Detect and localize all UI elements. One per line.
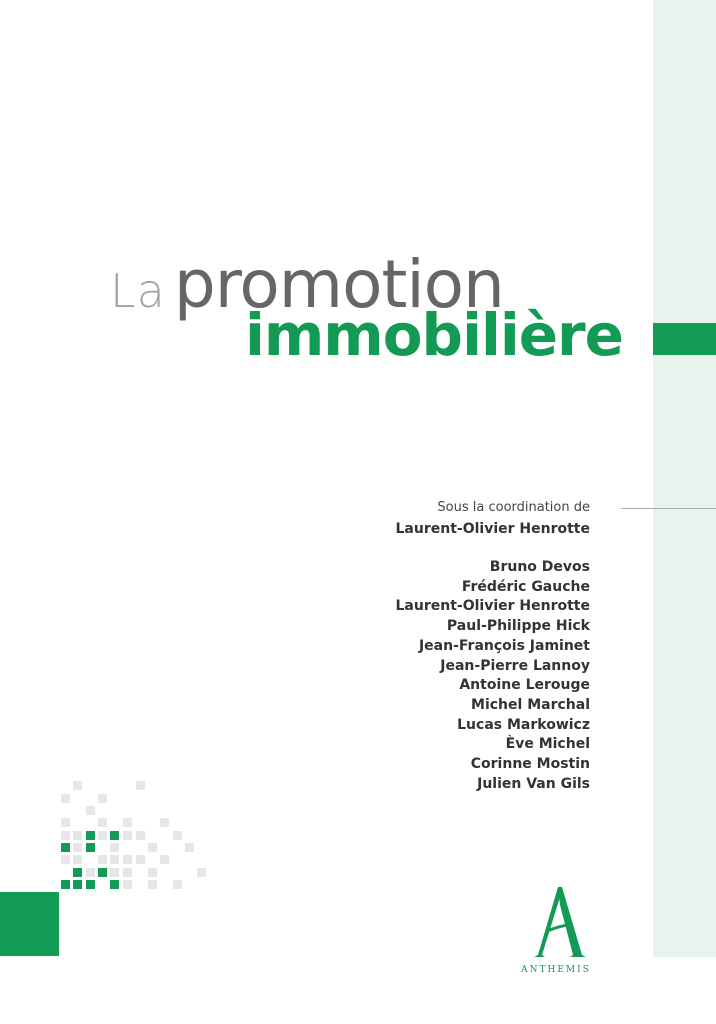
side-accent-bar (653, 323, 716, 355)
author-item: Frédéric Gauche (461, 578, 590, 595)
author-item: Bruno Devos (489, 559, 590, 575)
title-immobiliere: immobilière (244, 301, 623, 369)
anthemis-a-logo-icon (520, 885, 592, 959)
title-la: La (110, 264, 166, 318)
author-item: Jean-François Jaminet (418, 637, 590, 654)
credits-block (396, 500, 590, 794)
coordination-rule (621, 508, 716, 509)
side-band (653, 0, 716, 957)
author-item: Lucas Markowicz (457, 716, 590, 733)
author-item: Paul-Philippe Hick (446, 618, 590, 635)
author-list (396, 558, 590, 794)
publisher-name: ANTHEMIS (521, 965, 591, 975)
author-item: Michel Marchal (471, 696, 590, 713)
coordinator-name: Laurent-Olivier Henrotte (395, 521, 590, 537)
author-item: Ève Michel (505, 736, 590, 753)
author-item: Jean-Pierre Lannoy (440, 657, 590, 674)
corner-green-square (0, 892, 59, 956)
publisher-logo (520, 885, 592, 975)
author-item: Laurent-Olivier Henrotte (395, 598, 590, 615)
author-item: Julien Van Gils (477, 775, 590, 792)
author-item: Antoine Lerouge (459, 677, 590, 694)
title-promotion: promotion (173, 246, 504, 323)
author-item: Corinne Mostin (470, 756, 590, 773)
coordination-label: Sous la coordination de (437, 500, 590, 515)
